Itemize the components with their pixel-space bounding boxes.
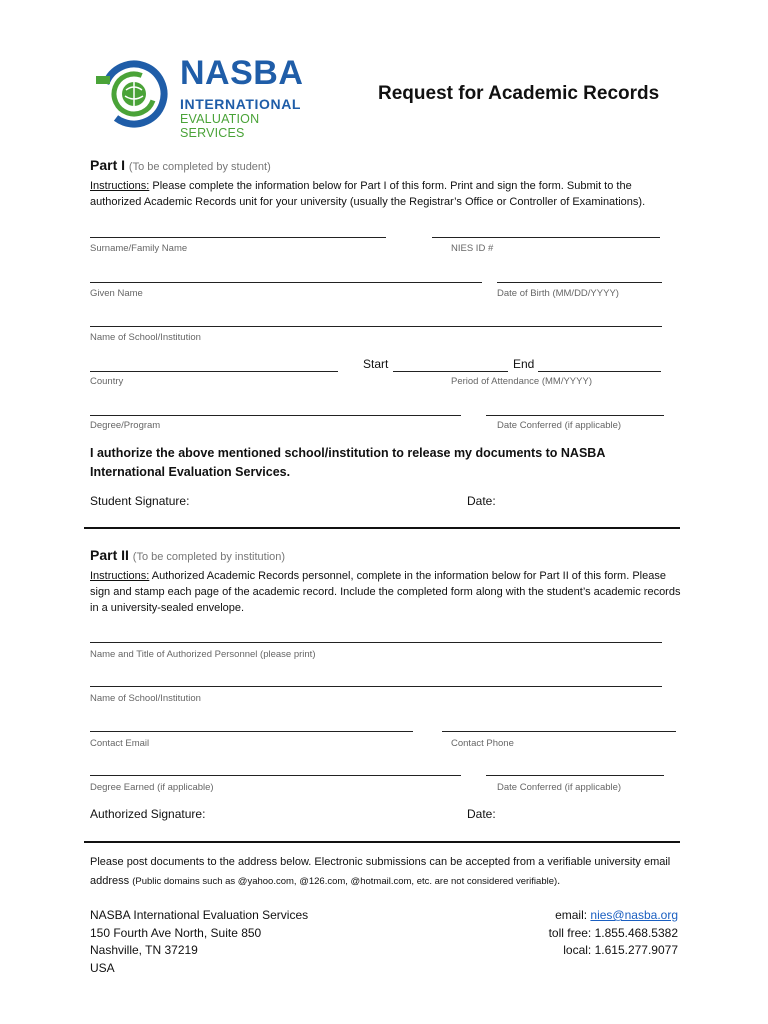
contact-email-line[interactable] — [90, 731, 413, 732]
part1-instructions-label: Instructions: — [90, 180, 150, 192]
nasba-logo — [96, 54, 316, 140]
end-line[interactable] — [538, 371, 661, 372]
globe-logo-icon — [96, 56, 176, 136]
part1-subtitle: (To be completed by student) — [128, 161, 271, 173]
submission-notice — [90, 853, 682, 891]
surname-label: Surname/Family Name — [90, 243, 188, 254]
notice-main: Please post documents to the address below. Electronic submissions can be accepted from a verifiable university email address — [90, 856, 671, 887]
part2-instructions-text: Authorized Academic Records personnel, complete in the information below for Part II of this form. Please sign and stamp each page of the academic record. Include the completed form along with the student’s academic records in a university-sealed envelope. — [90, 570, 681, 614]
start-line[interactable] — [393, 371, 508, 372]
part2-title: Part II — [90, 547, 129, 563]
authorization-statement: I authorize the above mentioned school/institution to release my documents to NASBA International Evaluation Services. — [90, 446, 605, 479]
email-label: email: — [555, 908, 591, 922]
institution-line[interactable] — [90, 686, 662, 687]
school-label: Name of School/Institution — [90, 332, 201, 343]
country-line[interactable] — [90, 371, 338, 372]
page-title: Request for Academic Records — [378, 83, 660, 104]
date-conferred-2-label: Date Conferred (if applicable) — [497, 782, 622, 793]
institution-label: Name of School/Institution — [90, 693, 201, 704]
part2-instructions — [90, 568, 682, 616]
degree-earned-label: Degree Earned (if applicable) — [90, 782, 214, 793]
start-label: Start — [363, 357, 389, 371]
contact-phone-line[interactable] — [442, 731, 676, 732]
mailing-address — [90, 907, 308, 977]
date-conferred-2-line[interactable] — [486, 775, 664, 776]
toll-free-phone: toll free: 1.855.468.5382 — [548, 925, 678, 940]
personnel-line[interactable] — [90, 642, 662, 643]
address-line: Nashville, TN 37219 — [90, 943, 198, 957]
personnel-label: Name and Title of Authorized Personnel (please print) — [90, 649, 316, 660]
local-phone: local: 1.615.277.9077 — [563, 943, 678, 957]
surname-line[interactable] — [90, 237, 386, 238]
part1-instructions — [90, 178, 682, 210]
student-date-label: Date: — [467, 494, 496, 508]
degree-earned-line[interactable] — [90, 775, 461, 776]
part1-instructions-text: Please complete the information below for Part I of this form. Print and sign the form. Submit to the authorized Academic Records unit for your university (usually the Registrar’s Office or Controller of Examinations). — [90, 180, 646, 208]
given-name-label: Given Name — [90, 288, 143, 299]
logo-name: NASBA — [180, 54, 304, 92]
notice-end: . — [557, 875, 561, 887]
degree-line[interactable] — [90, 415, 461, 416]
nies-id-label: NIES ID # — [451, 243, 494, 254]
logo-line2: INTERNATIONAL — [180, 96, 302, 112]
dob-line[interactable] — [497, 282, 662, 283]
given-name-line[interactable] — [90, 282, 482, 283]
email-link[interactable]: nies@nasba.org — [590, 908, 678, 922]
part2-instructions-label: Instructions: — [90, 570, 150, 582]
part1-heading — [90, 157, 271, 173]
contact-info — [549, 907, 678, 960]
logo-line3: EVALUATION SERVICES — [180, 112, 260, 140]
end-label: End — [513, 357, 535, 371]
part1-title: Part I — [90, 157, 126, 173]
address-line: USA — [90, 960, 115, 975]
contact-phone-label: Contact Phone — [451, 738, 514, 749]
authorized-signature-label: Authorized Signature: — [90, 807, 206, 821]
student-signature-label: Student Signature: — [90, 494, 190, 508]
degree-label: Degree/Program — [90, 420, 161, 431]
country-label: Country — [90, 376, 124, 387]
date-conferred-label: Date Conferred (if applicable) — [497, 420, 622, 431]
date-conferred-line[interactable] — [486, 415, 664, 416]
nies-id-line[interactable] — [432, 237, 660, 238]
authorized-date-label: Date: — [467, 807, 496, 821]
section-divider-2 — [84, 841, 680, 843]
address-line: 150 Fourth Ave North, Suite 850 — [90, 925, 262, 940]
part2-heading — [90, 547, 285, 563]
address-line: NASBA International Evaluation Services — [90, 908, 309, 922]
school-line[interactable] — [90, 326, 662, 327]
email-row — [549, 907, 678, 925]
dob-label: Date of Birth (MM/DD/YYYY) — [497, 288, 619, 299]
attendance-label: Period of Attendance (MM/YYYY) — [451, 376, 592, 387]
section-divider-1 — [84, 527, 680, 529]
contact-email-label: Contact Email — [90, 738, 150, 749]
notice-small: (Public domains such as @yahoo.com, @126.com, @hotmail.com, etc. are not considered verifiable) — [132, 876, 558, 887]
part2-subtitle: (To be completed by institution) — [132, 551, 286, 563]
